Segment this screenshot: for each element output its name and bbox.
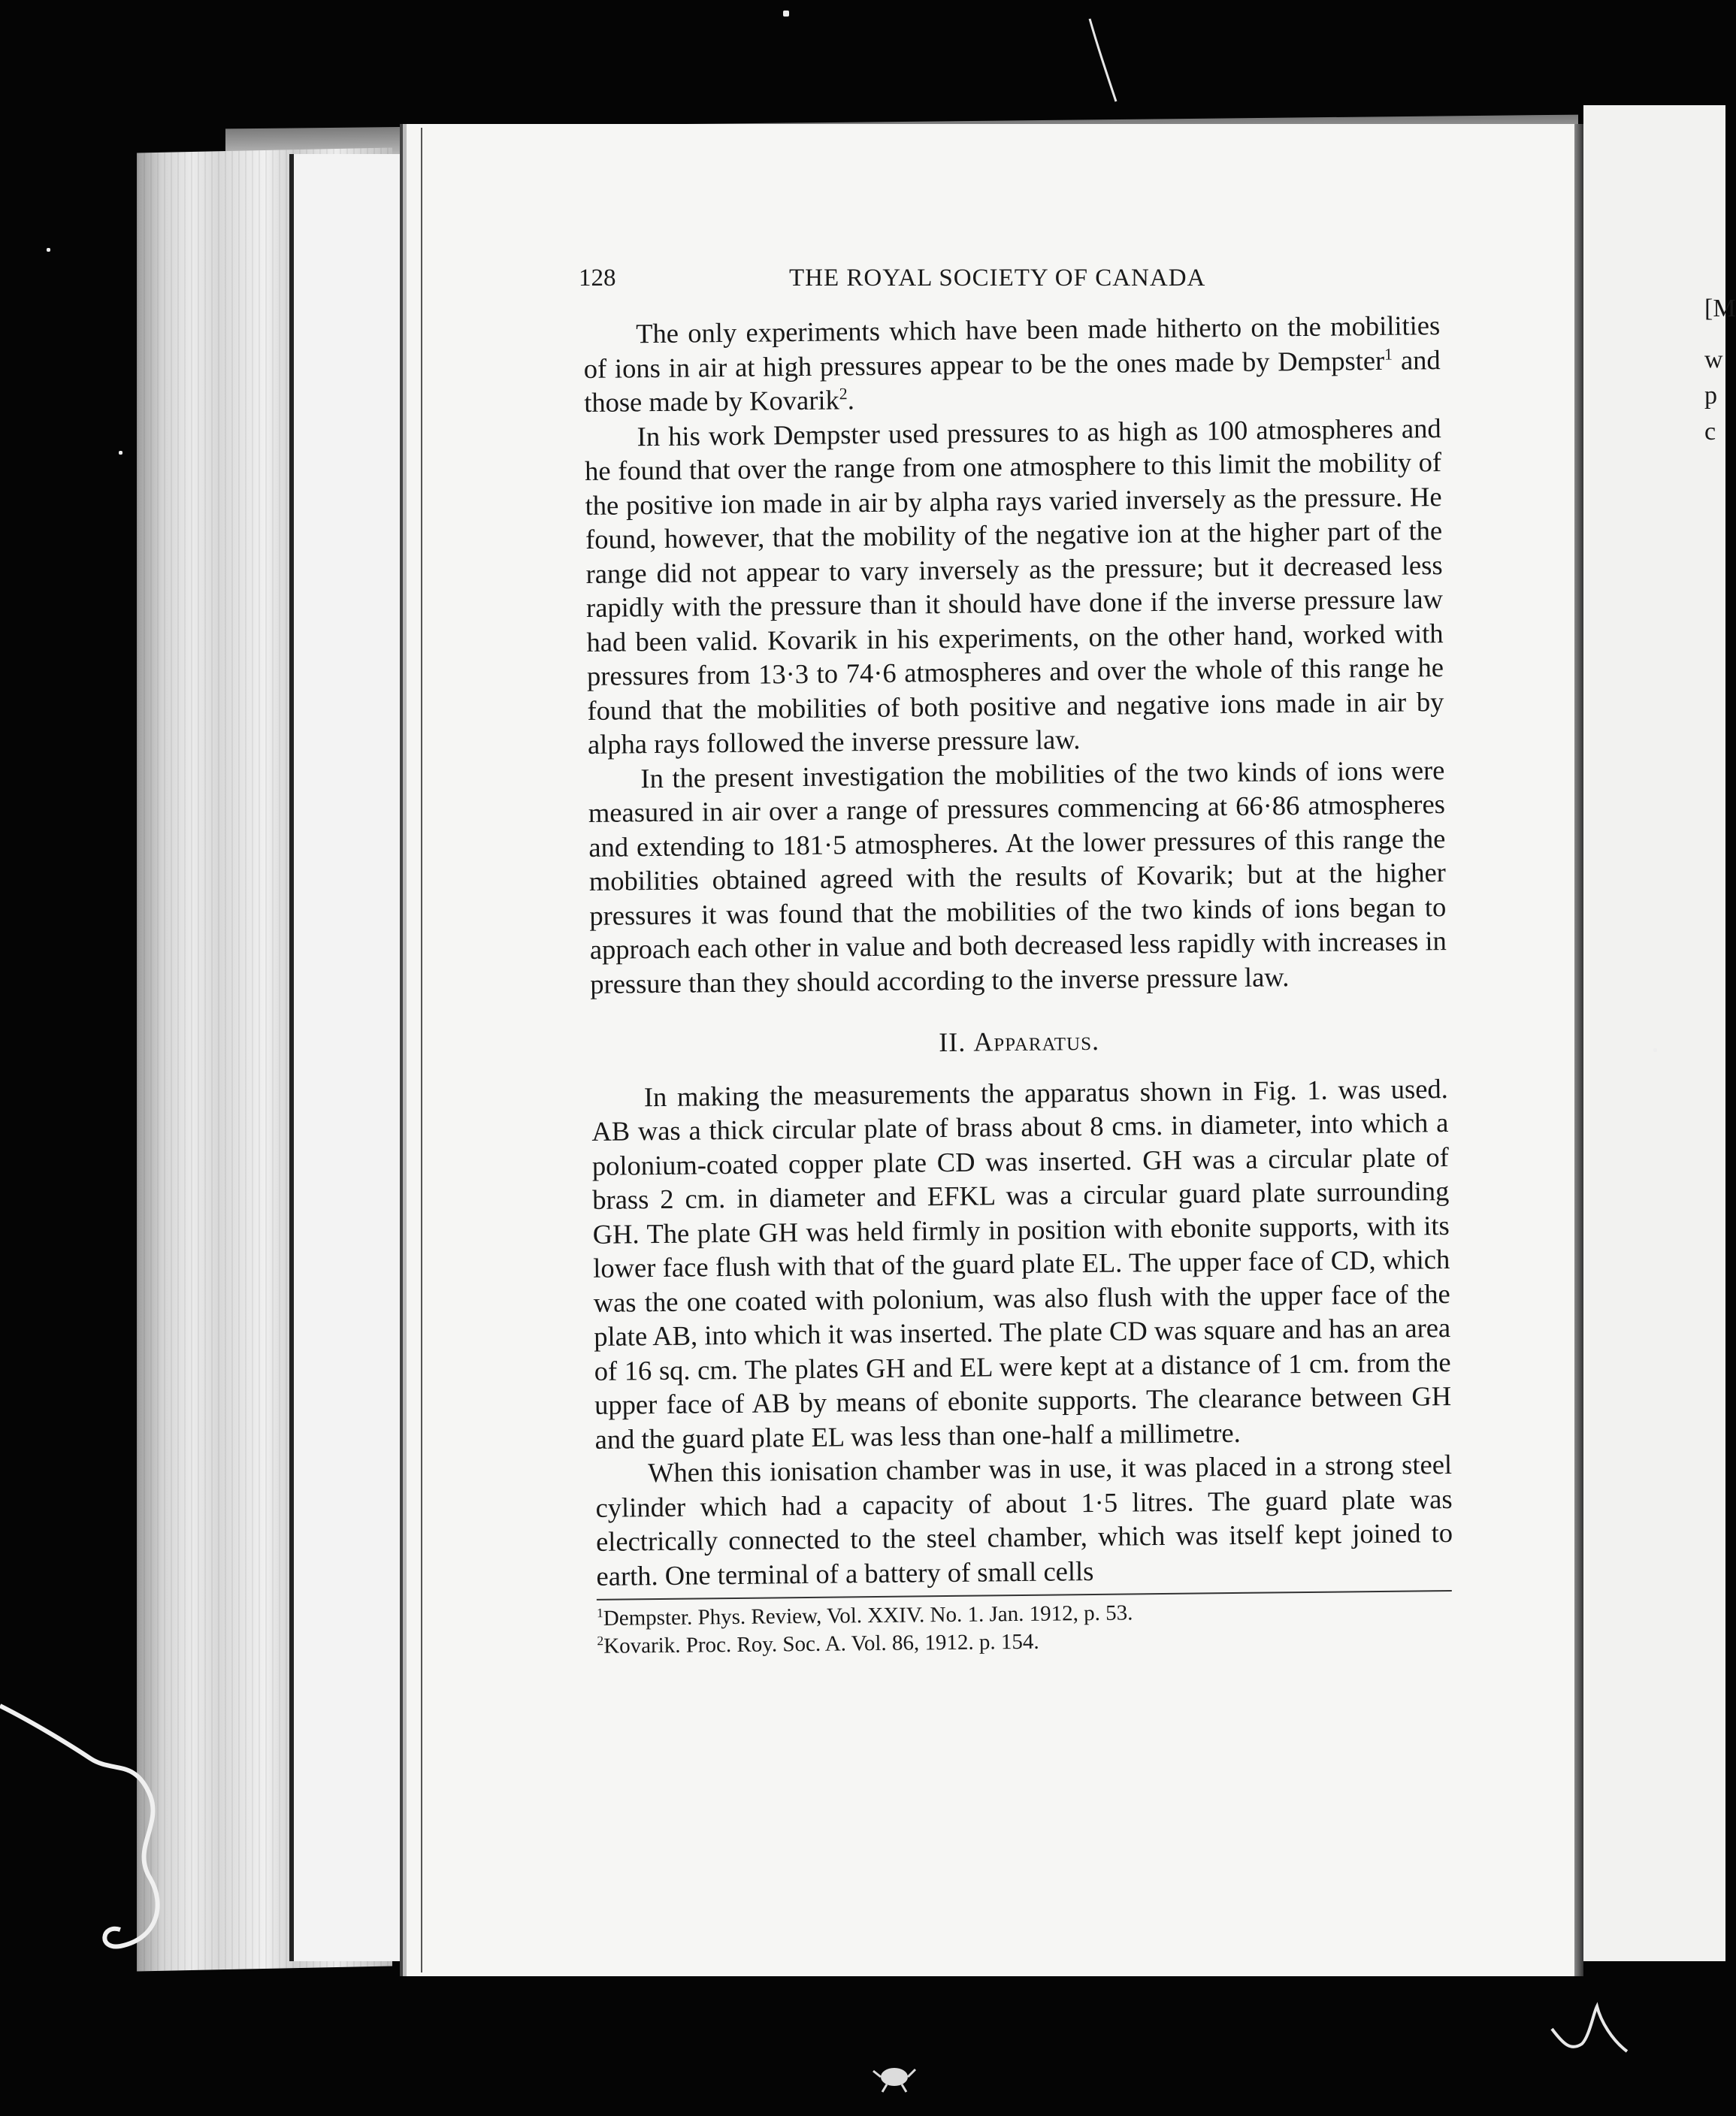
- debris-artifact: [872, 2056, 917, 2093]
- section-heading: [591, 1020, 1447, 1063]
- page-border-line: [421, 128, 422, 1972]
- footnote-ref-1: 1: [1384, 344, 1393, 364]
- dust-speck: [47, 248, 50, 252]
- footnote-2-text: Kovarik. Proc. Roy. Soc. A. Vol. 86, 1912. p. 154.: [603, 1629, 1039, 1658]
- running-title: THE ROYAL SOCIETY OF CANADA: [789, 264, 1206, 292]
- paragraph-5: When this ionisation chamber was in use, it was placed in a strong steel cylinder which had a capacity of about 1·5 litres. The guard plate was electrically connected to the steel chamber, which was itself kept joined to earth. One terminal of a battery of small cells: [595, 1448, 1453, 1592]
- paragraph-4: In making the measurements the apparatus shown in Fig. 1. was used. AB was a thick circular plate of brass about 8 cms. in diameter, into which a polonium-coated copper plate CD was inserted. GH was a circular plate of brass 2 cm. in diameter and EFKL was a circular guard plate surrounding GH. The plate GH was held firmly in position with ebonite supports, with its lower face flush with that of the guard plate EL. The upper face of CD, which was the one coated with polonium, was also flush with the upper face of the plate AB, into which it was inserted. The plate CD was square and has an area of 16 sq. cm. The plates GH and EL were kept at a distance of 1 cm. from the upper face of AB by means of ebonite supports. The clearance between GH and the guard plate EL was less than one-half a millimetre.: [591, 1072, 1452, 1455]
- white-thread-artifact: [0, 1691, 195, 1991]
- paragraph-1-text-end: .: [847, 384, 855, 416]
- footnote-2-mark: 2: [597, 1633, 604, 1649]
- dust-speck: [119, 451, 122, 455]
- section-number: II.: [939, 1026, 974, 1058]
- hair-artifact-top: [1082, 15, 1127, 105]
- right-page-fragment-3: p: [1704, 382, 1717, 410]
- dust-speck: [783, 11, 789, 17]
- page-text: [583, 308, 1454, 1661]
- section-title: Apparatus.: [973, 1025, 1100, 1057]
- dust-speck: [1653, 1048, 1657, 1052]
- hair-artifact-bottom: [1548, 1999, 1631, 2059]
- paragraph-1: [583, 308, 1441, 419]
- footnote-1-mark: 1: [596, 1605, 603, 1621]
- right-page-fragment-1: [M: [1704, 295, 1736, 322]
- paragraph-1-text: The only experiments which have been made hitherto on the mobilities of ions in air at high pressures appear to be the ones made by Dempster: [583, 310, 1441, 384]
- right-page-fragment-4: c: [1704, 418, 1716, 446]
- paragraph-2: In his work Dempster used pressures to as high as 100 atmospheres and he found that over the range from one atmosphere to this limit the mobility of the positive ion made in air by alpha rays varied inversely as the pressure. He found, however, that the mobility of the negative ion at the higher part of the range did not appear to vary inversely as the pressure; but it decreased less rapidly with the pressure than it should have done if the inverse pressure law had been valid. Kovarik in his experiments, on the other hand, worked with pressures from 13·3 to 74·6 atmospheres and over the whole of this range he found that the mobilities of both positive and negative ions made in air by alpha rays followed the inverse pressure law.: [584, 412, 1444, 760]
- page-number: 128: [579, 264, 616, 292]
- running-header: [579, 264, 1428, 302]
- footnote-ref-2: 2: [839, 384, 848, 404]
- inner-page-frame: [289, 154, 409, 1961]
- paragraph-3: In the present investigation the mobilities of the two kinds of ions were measured in air over a range of pressures commencing at 66·86 atmospheres and extending to 181·5 atmospheres. At the lower pressures of this range the mobilities obtained agreed with the results of Kovarik; but at the higher pressures it was found that the mobilities of the two kinds of ions began to approach each other in value and both decreased less rapidly with increases in pressure than they should according to the inverse pressure law.: [588, 754, 1447, 999]
- footnote-1-text: Dempster. Phys. Review, Vol. XXIV. No. 1. Jan. 1912, p. 53.: [603, 1601, 1133, 1631]
- book-gutter: [1574, 124, 1583, 1976]
- paragraph-1-text-mid: and those made by Kovarik: [583, 343, 1441, 418]
- right-page-fragment-2: w: [1704, 346, 1723, 373]
